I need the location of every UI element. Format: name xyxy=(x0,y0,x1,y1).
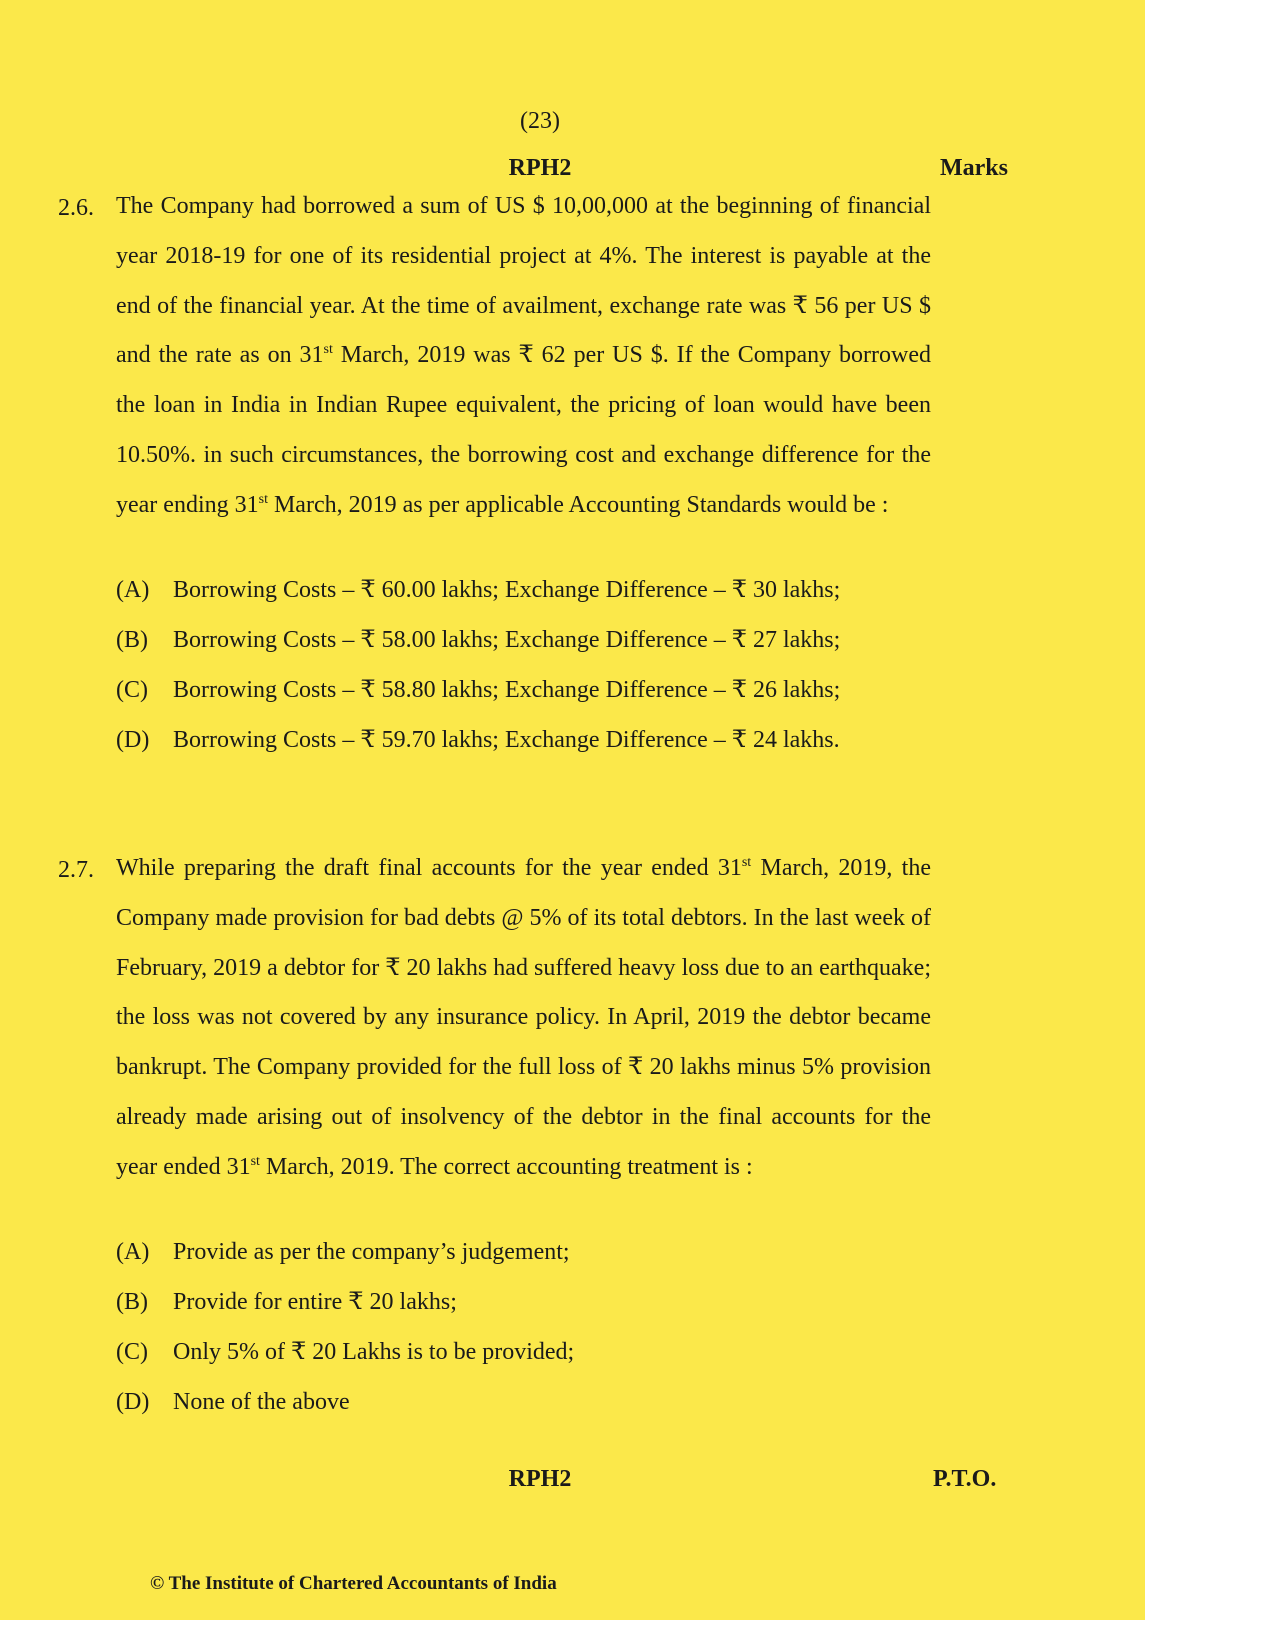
question-number: 2.7. xyxy=(58,857,94,883)
pto-label: P.T.O. xyxy=(933,1466,997,1492)
ordinal-suffix: st xyxy=(323,342,333,358)
option-letter: (C) xyxy=(116,1339,148,1365)
option-letter: (D) xyxy=(116,1389,150,1415)
copyright-notice: © The Institute of Chartered Accountants of India xyxy=(150,1573,557,1594)
option-letter: (D) xyxy=(116,727,150,753)
page-number: (23) xyxy=(520,108,560,134)
marks-label: Marks xyxy=(940,155,1008,181)
option-letter: (A) xyxy=(116,1239,150,1265)
option-text: Borrowing Costs – ₹ 59.70 lakhs; Exchange Difference – ₹ 24 lakhs. xyxy=(173,727,840,753)
option-text: Provide as per the company’s judgement; xyxy=(173,1239,570,1265)
option-a[interactable] xyxy=(116,1240,936,1290)
option-text: Only 5% of ₹ 20 Lakhs is to be provided; xyxy=(173,1339,575,1365)
ordinal-suffix: st xyxy=(741,855,752,870)
ordinal-suffix: st xyxy=(250,1153,260,1169)
question-text-part: March, 2019. The correct accounting treatment is : xyxy=(259,1153,753,1180)
option-b[interactable] xyxy=(116,1290,936,1340)
option-d[interactable] xyxy=(116,728,936,778)
option-text: Borrowing Costs – ₹ 58.00 lakhs; Exchange Difference – ₹ 27 lakhs; xyxy=(173,627,841,653)
option-letter: (C) xyxy=(116,677,148,703)
paper-code-footer: RPH2 xyxy=(508,1466,572,1492)
ordinal-suffix: st xyxy=(258,491,268,507)
paper-code-header: RPH2 xyxy=(508,155,572,181)
option-letter: (B) xyxy=(116,627,148,653)
question-number: 2.6. xyxy=(58,195,94,221)
option-b[interactable] xyxy=(116,628,936,678)
option-text: Borrowing Costs – ₹ 60.00 lakhs; Exchange Difference – ₹ 30 lakhs; xyxy=(173,577,841,603)
answer-options xyxy=(116,578,936,778)
question-text-part: While preparing the draft final accounts for the year ended 31 xyxy=(116,855,742,881)
option-letter: (A) xyxy=(116,577,150,603)
option-a[interactable] xyxy=(116,578,936,628)
option-text: Borrowing Costs – ₹ 58.80 lakhs; Exchange Difference – ₹ 26 lakhs; xyxy=(173,677,841,703)
question-text-part: March, 2019, the Company made provision for bad debts @ 5% of its total debtors. In the last week of February, 2019 a debtor for ₹ 20 lakhs had suffered heavy loss due to an earthquake; the loss was not covered by any insurance policy. In April, 2019 the debtor became bankrupt. The Company provided for the full loss of ₹ 20 lakhs minus 5% provision already made arising out of insolvency of the debtor in the final accounts for the year ended 31 xyxy=(116,855,931,1180)
option-text: Provide for entire ₹ 20 lakhs; xyxy=(173,1289,457,1315)
option-c[interactable] xyxy=(116,1340,936,1390)
question-2-6 xyxy=(58,195,933,755)
answer-options xyxy=(116,1240,936,1440)
question-text xyxy=(116,182,931,531)
question-2-7 xyxy=(58,857,933,1437)
question-text xyxy=(116,844,931,1193)
question-text-part: The Company had borrowed a sum of US $ 10,00,000 at the beginning of financial year 2018-19 for one of its residential project at 4%. The interest is payable at the end of the financial year. At the time of availment, exchange rate was ₹ 56 per US $ and the rate as on 31 xyxy=(116,193,931,369)
option-letter: (B) xyxy=(116,1289,148,1315)
question-text-part: March, 2019 was ₹ 62 per US $. If the Company borrowed the loan in India in Indian Rupee equivalent, the pricing of loan would have been 10.50%. in such circumstances, the borrowing cost and exchange difference for the year ending 31 xyxy=(116,342,932,518)
option-text: None of the above xyxy=(173,1389,350,1415)
option-c[interactable] xyxy=(116,678,936,728)
option-d[interactable] xyxy=(116,1390,936,1440)
question-text-part: March, 2019 as per applicable Accounting Standards would be : xyxy=(267,491,889,518)
